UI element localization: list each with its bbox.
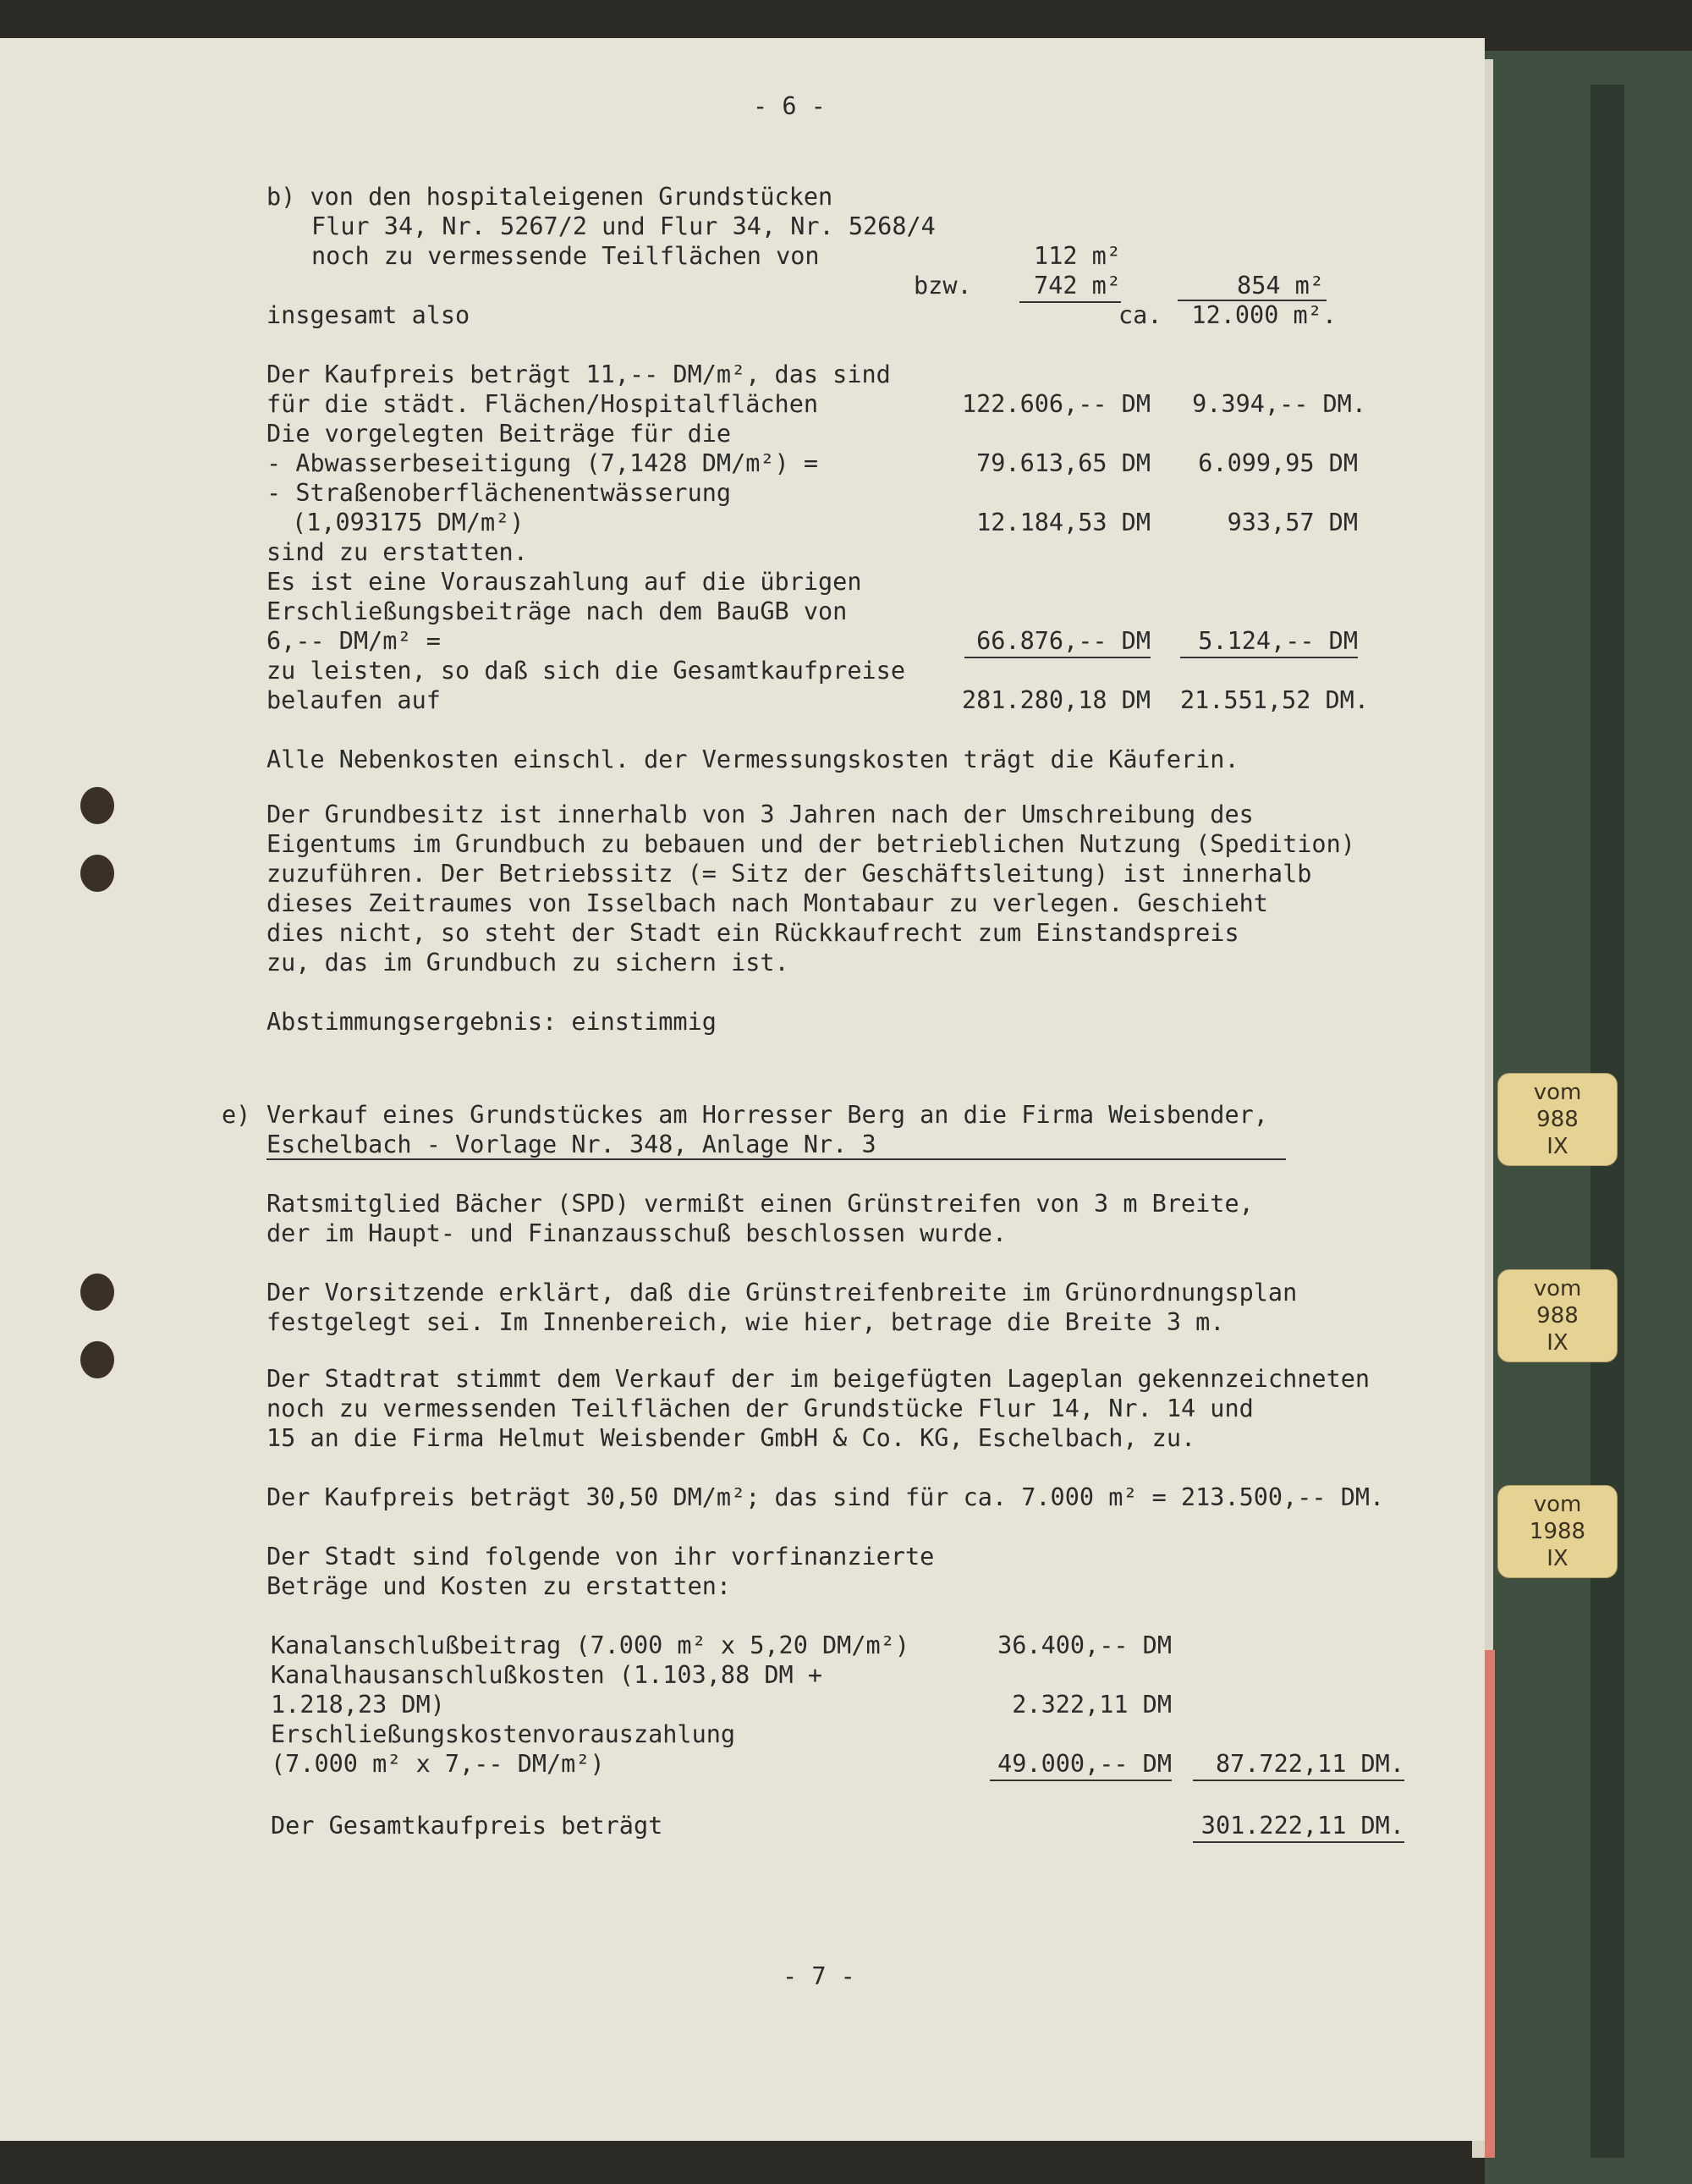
price-line: Erschließungsbeiträge nach dem BauGB von	[266, 597, 848, 625]
paragraph-line: Beträge und Kosten zu erstatten:	[266, 1572, 732, 1600]
tab-line: 988	[1536, 1303, 1579, 1329]
subtotal-amount: 87.722,11 DM.	[1193, 1749, 1404, 1781]
area-value: 742 m²	[1019, 271, 1121, 303]
tab-line: IX	[1546, 1546, 1568, 1571]
tab-line: vom	[1533, 1492, 1582, 1517]
total-amount: 301.222,11 DM.	[1193, 1811, 1404, 1843]
price-line: Der Kaufpreis beträgt 11,-- DM/m², das sind	[266, 360, 891, 388]
paragraph-line: noch zu vermessenden Teilflächen der Grundstücke Flur 14, Nr. 14 und	[266, 1395, 1254, 1422]
area-value: 854 m²	[1237, 272, 1324, 300]
paragraph-line: Der Grundbesitz ist innerhalb von 3 Jahren nach der Umschreibung des	[266, 800, 1254, 828]
bzw-label: bzw.	[914, 272, 972, 300]
amount: 49.000,-- DM	[990, 1749, 1172, 1781]
paragraph-line: der im Haupt- und Finanzausschuß beschlossen wurde.	[266, 1219, 1008, 1247]
paragraph-line: dieses Zeitraumes von Isselbach nach Montabaur zu verlegen. Geschieht	[266, 889, 1268, 917]
section-b-line2: Flur 34, Nr. 5267/2 und Flur 34, Nr. 5268/4	[311, 212, 936, 240]
paragraph-line: Der Stadtrat stimmt dem Verkauf der im beigefügten Lageplan gekennzeichneten	[266, 1365, 1371, 1393]
section-b-line1: b) von den hospitaleigenen Grundstücken	[266, 183, 833, 211]
amount: 5.124,-- DM	[1180, 626, 1358, 658]
total-area: 12.000 m².	[1191, 301, 1337, 329]
cost-item: (7.000 m² x 7,-- DM/m²)	[271, 1750, 605, 1778]
cost-item: Kanalhausanschlußkosten (1.103,88 DM +	[271, 1661, 823, 1689]
vote-result: Abstimmungsergebnis: einstimmig	[266, 1008, 717, 1036]
price-line: 6,-- DM/m² =	[266, 627, 441, 655]
price-line: Es ist eine Vorauszahlung auf die übrigen	[266, 568, 862, 596]
section-b-line3: noch zu vermessende Teilflächen von	[311, 242, 820, 270]
area-value: 112 m²	[1034, 242, 1121, 270]
total-label: insgesamt also	[266, 301, 470, 329]
paragraph-line: festgelegt sei. Im Innenbereich, wie hier, betrage die Breite 3 m.	[266, 1308, 1225, 1336]
kaufpreis-line: Der Kaufpreis beträgt 30,50 DM/m²; das sind für ca. 7.000 m² = 213.500,-- DM.	[266, 1483, 1385, 1511]
tab-line: 988	[1536, 1107, 1579, 1132]
tab-line: vom	[1533, 1080, 1582, 1105]
paragraph-line: zu, das im Grundbuch zu sichern ist.	[266, 949, 789, 976]
amount: 21.551,52 DM.	[1179, 686, 1369, 714]
nebenkosten-text: Alle Nebenkosten einschl. der Vermessungskosten trägt die Käuferin.	[266, 745, 1239, 773]
amount: 933,57 DM	[1227, 509, 1358, 536]
tab-line: vom	[1533, 1276, 1582, 1301]
amount: 12.184,53 DM	[976, 509, 1151, 536]
page-number-top: - 6 -	[753, 92, 826, 120]
cost-item: Erschließungskostenvorauszahlung	[271, 1720, 736, 1748]
amount: 79.613,65 DM	[976, 449, 1151, 477]
tab-line: 1988	[1529, 1519, 1586, 1544]
paragraph-line: Der Vorsitzende erklärt, daß die Grünstreifenbreite im Grünordnungsplan	[266, 1279, 1298, 1307]
title-underline	[266, 1158, 1286, 1160]
tab-line: IX	[1546, 1134, 1568, 1159]
price-line: Die vorgelegten Beiträge für die	[266, 420, 732, 448]
section-e-title: Verkauf eines Grundstückes am Horresser Berg an die Firma Weisbender,	[266, 1101, 1268, 1129]
ca-label: ca.	[1118, 301, 1162, 329]
total-label: Der Gesamtkaufpreis beträgt	[271, 1812, 663, 1840]
price-line: (1,093175 DM/m²)	[292, 509, 525, 536]
amount: 2.322,11 DM	[1012, 1691, 1172, 1719]
amount: 281.280,18 DM	[961, 686, 1151, 714]
price-line: sind zu erstatten.	[266, 538, 528, 566]
price-line: belaufen auf	[266, 686, 441, 714]
paragraph-line: 15 an die Firma Helmut Weisbender GmbH & Co. KG, Eschelbach, zu.	[266, 1424, 1196, 1452]
amount: 66.876,-- DM	[964, 626, 1151, 658]
cost-item: 1.218,23 DM)	[271, 1691, 445, 1719]
price-line: für die städt. Flächen/Hospitalflächen	[266, 390, 819, 418]
amount: 6.099,95 DM	[1198, 449, 1358, 477]
section-e-title: Eschelbach - Vorlage Nr. 348, Anlage Nr. 3	[266, 1131, 876, 1158]
paragraph-line: zuzuführen. Der Betriebssitz (= Sitz der Geschäftsleitung) ist innerhalb	[266, 860, 1312, 888]
section-e-label: e)	[222, 1101, 251, 1129]
cost-item: Kanalanschlußbeitrag (7.000 m² x 5,20 DM/m²)	[271, 1631, 909, 1659]
amount: 122.606,-- DM	[961, 390, 1151, 418]
tab-line: IX	[1546, 1330, 1568, 1356]
paragraph-line: Ratsmitglied Bächer (SPD) vermißt einen Grünstreifen von 3 m Breite,	[266, 1190, 1254, 1218]
amount: 9.394,-- DM.	[1192, 390, 1366, 418]
page-number-bottom: - 7 -	[783, 1962, 855, 1990]
paragraph-line: dies nicht, so steht der Stadt ein Rückkaufrecht zum Einstandspreis	[266, 919, 1239, 947]
amount: 36.400,-- DM	[997, 1631, 1172, 1659]
price-line: - Abwasserbeseitigung (7,1428 DM/m²) =	[266, 449, 819, 477]
paragraph-line: Der Stadt sind folgende von ihr vorfinanzierte	[266, 1543, 935, 1571]
price-line: zu leisten, so daß sich die Gesamtkaufpreise	[266, 657, 905, 685]
paragraph-line: Eigentums im Grundbuch zu bebauen und der betrieblichen Nutzung (Spedition)	[266, 830, 1355, 858]
price-line: - Straßenoberflächenentwässerung	[266, 479, 732, 507]
